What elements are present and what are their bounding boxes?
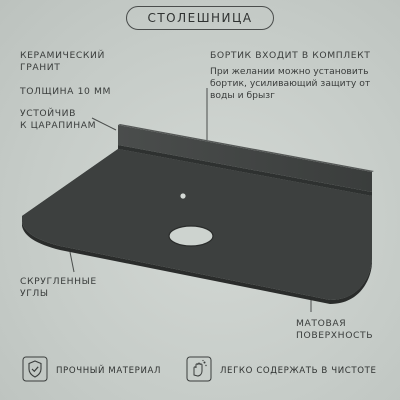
- label-rounded-corners: СКРУГЛЕННЫЕ УГЛЫ: [20, 276, 97, 299]
- page-title: СТОЛЕШНИЦА: [126, 6, 274, 30]
- label-scratch-resistant: УСТОЙЧИВ К ЦАРАПИНАМ: [20, 108, 97, 131]
- label-board-note: При желании можно установить бортик, усиливающий защиту от воды и брызг: [210, 66, 371, 101]
- label-thickness: ТОЛЩИНА 10 ММ: [20, 86, 112, 97]
- label-matte-surface: МАТОВАЯ ПОВЕРХНОСТЬ: [296, 318, 374, 341]
- cleaning-hand-icon: [186, 356, 212, 382]
- shield-check-icon: [22, 356, 48, 382]
- label-board-included: БОРТИК ВХОДИТ В КОМПЛЕКТ: [210, 50, 371, 61]
- label-ceramic-granite: КЕРАМИЧЕСКИЙ ГРАНИТ: [20, 50, 105, 73]
- feature-easy-clean-label: ЛЕГКО СОДЕРЖАТЬ В ЧИСТОТЕ: [220, 366, 377, 376]
- feature-durable-label: ПРОЧНЫЙ МАТЕРИАЛ: [56, 366, 162, 376]
- leader-line-corners: [70, 252, 74, 272]
- faucet-hole: [180, 193, 185, 198]
- leader-line-scratch: [92, 118, 116, 130]
